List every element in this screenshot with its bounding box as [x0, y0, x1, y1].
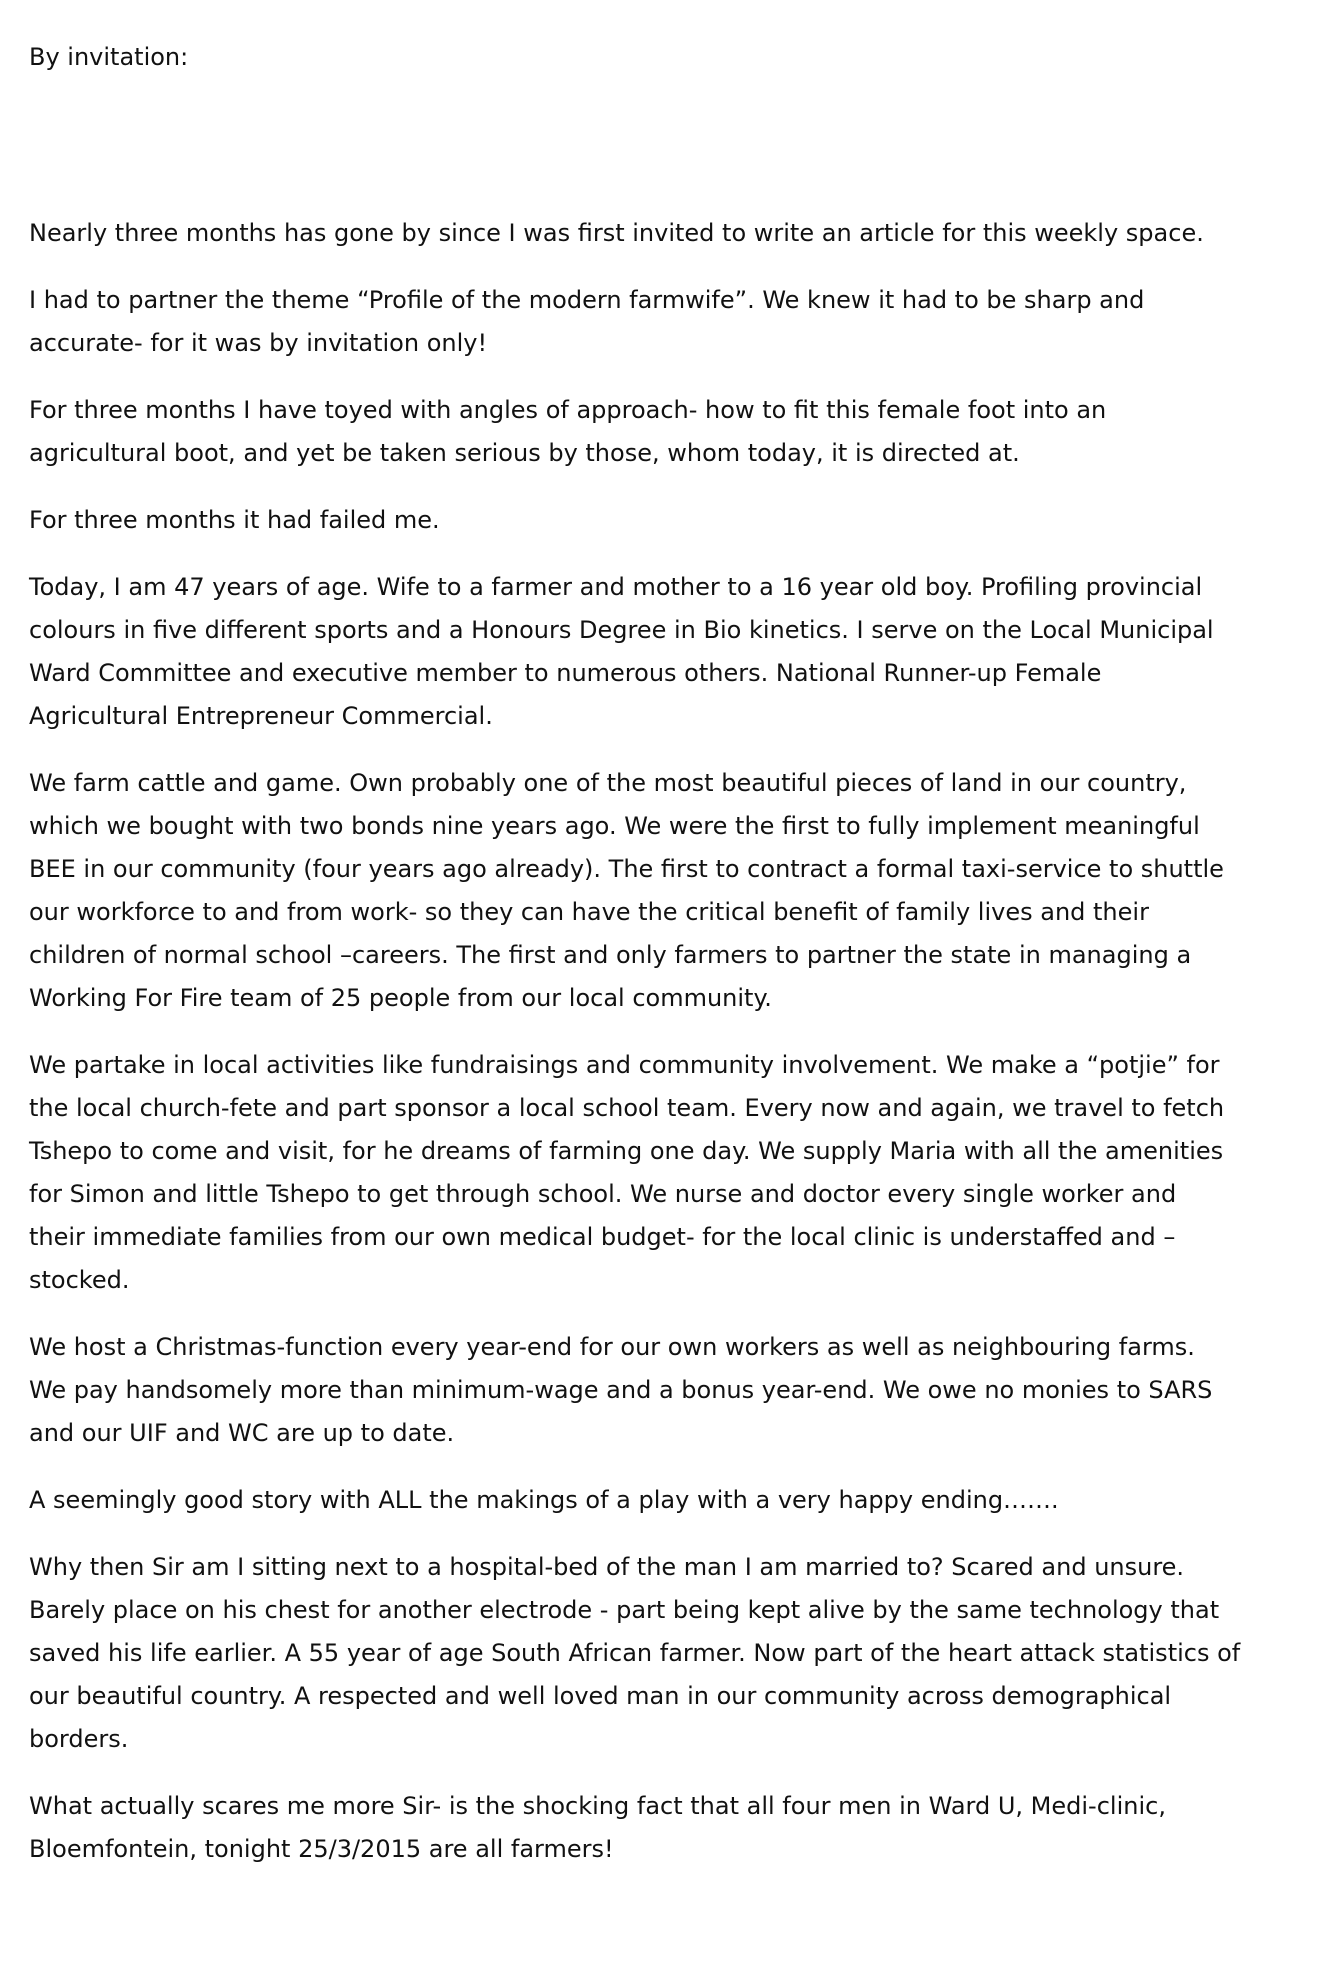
text-line: Working For Fire team of 25 people from our local community. [29, 984, 772, 1012]
text-line: the local church-fete and part sponsor a local school team. Every now and again, we travel to fetch [29, 1094, 1225, 1122]
text-line: I had to partner the theme “Profile of the modern farmwife”. We knew it had to be sharp and [29, 286, 1145, 314]
text-line: their immediate families from our own medical budget- for the local clinic is understaffed and – [29, 1223, 1176, 1251]
text-line: A seemingly good story with ALL the makings of a play with a very happy ending……. [29, 1486, 1059, 1514]
text-line: We farm cattle and game. Own probably one of the most beautiful pieces of land in our country, [29, 769, 1187, 797]
document-body [29, 212, 1319, 1895]
text-line: For three months I have toyed with angles of approach- how to fit this female foot into an [29, 396, 1107, 424]
text-line: accurate- for it was by invitation only! [29, 329, 488, 357]
text-line: our beautiful country. A respected and well loved man in our community across demographical [29, 1682, 1172, 1710]
text-line: and our UIF and WC are up to date. [29, 1419, 455, 1447]
text-line: What actually scares me more Sir- is the shocking fact that all four men in Ward U, Medi-clinic, [29, 1792, 1166, 1820]
text-line: saved his life earlier. A 55 year of age South African farmer. Now part of the heart attack statistics of [29, 1639, 1241, 1667]
text-line: Today, I am 47 years of age. Wife to a farmer and mother to a 16 year old boy. Profiling provincial [29, 573, 1203, 601]
paragraph [29, 1546, 1319, 1761]
text-line: BEE in our community (four years ago already). The first to contract a formal taxi-service to shuttle [29, 855, 1224, 883]
paragraph [29, 389, 1319, 475]
paragraph [29, 212, 1319, 255]
text-line: We host a Christmas-function every year-end for our own workers as well as neighbouring farms. [29, 1333, 1195, 1361]
paragraph [29, 566, 1319, 738]
paragraph [29, 1479, 1319, 1522]
text-line: agricultural boot, and yet be taken serious by those, whom today, it is directed at. [29, 439, 1020, 467]
text-line: colours in five different sports and a Honours Degree in Bio kinetics. I serve on the Local Municipal [29, 616, 1214, 644]
text-line: We partake in local activities like fundraisings and community involvement. We make a “potjie” for [29, 1051, 1220, 1079]
paragraph [29, 1326, 1319, 1455]
text-line: children of normal school –careers. The first and only farmers to partner the state in managing a [29, 941, 1192, 969]
text-line: which we bought with two bonds nine years ago. We were the first to fully implement meaningful [29, 812, 1200, 840]
text-line: stocked. [29, 1266, 130, 1294]
text-line: We pay handsomely more than minimum-wage and a bonus year-end. We owe no monies to SARS [29, 1376, 1213, 1404]
document-heading: By invitation: [29, 43, 189, 71]
text-line: Tshepo to come and visit, for he dreams of farming one day. We supply Maria with all the amenities [29, 1137, 1224, 1165]
text-line: for Simon and little Tshepo to get through school. We nurse and doctor every single worker and [29, 1180, 1177, 1208]
text-line: our workforce to and from work- so they can have the critical benefit of family lives and their [29, 898, 1149, 926]
text-line: For three months it had failed me. [29, 506, 440, 534]
paragraph [29, 279, 1319, 365]
text-line: Why then Sir am I sitting next to a hospital-bed of the man I am married to? Scared and unsure. [29, 1553, 1185, 1581]
paragraph [29, 499, 1319, 542]
text-line: Ward Committee and executive member to numerous others. National Runner-up Female [29, 659, 1102, 687]
paragraph [29, 1785, 1319, 1871]
text-line: Nearly three months has gone by since I was first invited to write an article for this weekly space. [29, 219, 1204, 247]
text-line: Bloemfontein, tonight 25/3/2015 are all farmers! [29, 1835, 614, 1863]
text-line: Barely place on his chest for another electrode - part being kept alive by the same technology that [29, 1596, 1220, 1624]
text-line: Agricultural Entrepreneur Commercial. [29, 702, 493, 730]
paragraph [29, 1044, 1319, 1302]
text-line: borders. [29, 1725, 129, 1753]
paragraph [29, 762, 1319, 1020]
